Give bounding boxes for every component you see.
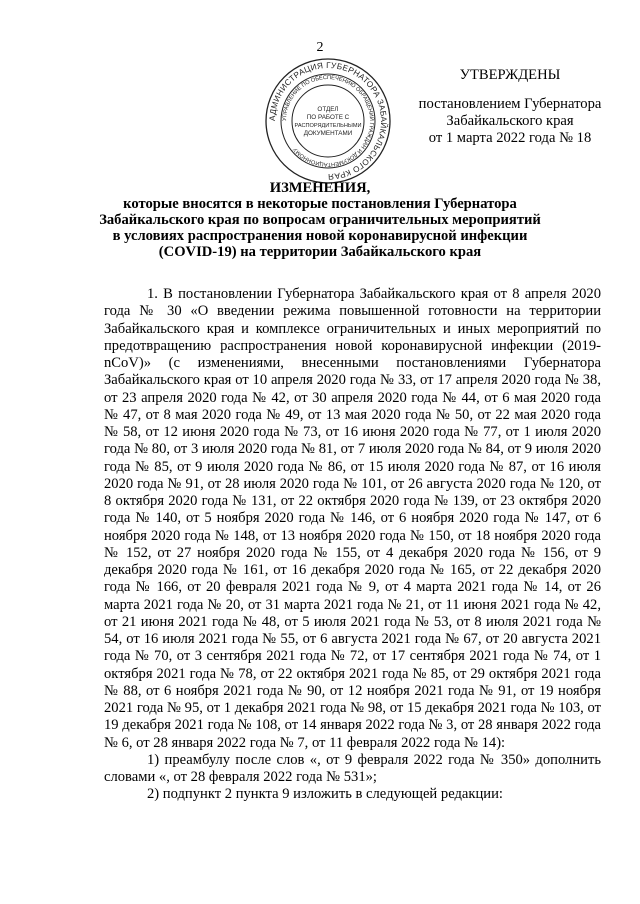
page-number: 2 [316, 40, 324, 55]
approval-block [400, 0, 620, 147]
stamp-center-line: ОТДЕЛ [317, 106, 339, 113]
document-title [60, 180, 580, 260]
title-line: в условиях распространения новой коронавирусной инфекции [112, 228, 528, 244]
stamp-seal-icon [263, 56, 393, 186]
title-line: (COVID-19) на территории Забайкальского края [158, 244, 482, 260]
body-paragraph: 1. В постановлении Губернатора Забайкальского края от 8 апреля 2020 года № 30 «О введении режима повышенной готовности на территории Забайкальского края и комплексе ограничительных и иных мероприятий по предотвращению распространения новой коронавирусной инфекции (2019-nCoV)» (с изменениями, внесенными постановлениями Губернатора Забайкальского края от 10 апреля 2020 года № 33, от 17 апреля 2020 года № 38, от 23 апреля 2020 года № 42, от 30 апреля 2020 года № 44, от 6 мая 2020 года № 47, от 8 мая 2020 года № 49, от 13 мая 2020 года № 50, от 22 мая 2020 года № 58, от 12 июня 2020 года № 73, от 16 июня 2020 года № 77, от 1 июля 2020 года № 80, от 3 июля 2020 года № 81, от 7 июля 2020 года № 84, от 9 июля 2020 года № 85, от 9 июля 2020 года № 86, от 15 июля 2020 года № 87, от 16 июля 2020 года № 91, от 28 июля 2020 года № 101, от 26 августа 2020 года № 120, от 8 октября 2020 года № 131, от 22 октября 2020 года № 139, от 23 октября 2020 года № 140, от 5 ноября 2020 года № 146, от 6 ноября 2020 года № 147, от 6 ноября 2020 года № 148, от 13 ноября 2020 года № 150, от 18 ноября 2020 года № 152, от 27 ноября 2020 года № 155, от 4 декабря 2020 года № 156, от 9 декабря 2020 года № 161, от 16 декабря 2020 года № 165, от 22 декабря 2020 года № 166, от 20 февраля 2021 года № 9, от 4 марта 2021 года № 14, от 26 марта 2021 года № 20, от 31 марта 2021 года № 21, от 11 июня 2021 года № 42, от 21 июня 2021 года № 48, от 5 июля 2021 года № 53, от 8 июля 2021 года № 54, от 16 июля 2021 года № 55, от 6 августа 2021 года № 67, от 20 августа 2021 года № 70, от 3 сентября 2021 года № 72, от 17 сентября 2021 года № 74, от 1 октября 2021 года № 78, от 22 октября 2021 года № 85, от 29 октября 2021 года № 88, от 6 ноября 2021 года № 90, от 12 ноября 2021 года № 91, от 19 ноября 2021 года № 95, от 1 декабря 2021 года № 98, от 15 декабря 2021 года № 103, от 19 декабря 2021 года № 108, от 14 января 2022 года № 3, от 28 января 2022 года № 6, от 28 января 2022 года № 7, от 11 февраля 2022 года № 14): [104, 286, 601, 751]
title-line: которые вносятся в некоторые постановления Губернатора [123, 196, 517, 212]
stamp-outer-text: АДМИНИСТРАЦИЯ ГУБЕРНАТОРА ЗАБАЙКАЛЬСКОГО КРАЯ [267, 60, 389, 182]
department-stamp [263, 56, 393, 186]
stamp-center-line: ДОКУМЕНТАМИ [303, 130, 353, 137]
stamp-center-line: ПО РАБОТЕ С [306, 114, 350, 121]
approval-line: Забайкальского края [446, 113, 574, 129]
body-paragraph: 2) подпункт 2 пункта 9 изложить в следующей редакции: [147, 786, 503, 803]
approval-line: от 1 марта 2022 года № 18 [428, 130, 592, 146]
document-body [104, 286, 601, 804]
title-heading: ИЗМЕНЕНИЯ, [269, 180, 371, 196]
title-line: Забайкальского края по вопросам ограничительных мероприятий [99, 212, 541, 228]
stamp-center-line: РАСПОРЯДИТЕЛЬНЫМИ [294, 123, 362, 129]
approval-title: УТВЕРЖДЕНЫ [459, 67, 561, 83]
approval-line: постановлением Губернатора [418, 96, 602, 112]
body-paragraph: 1) преамбулу после слов «, от 9 февраля 2022 года № 350» дополнить словами «, от 28 февраля 2022 года № 531»; [104, 751, 601, 785]
stamp-middle-text: УПРАВЛЕНИЕ ПО ОБЕСПЕЧЕНИЮ ОБРАЩЕНИЙ ГРАЖДАН И ДОКУМЕНТАЦИОННОМУ [281, 74, 375, 168]
